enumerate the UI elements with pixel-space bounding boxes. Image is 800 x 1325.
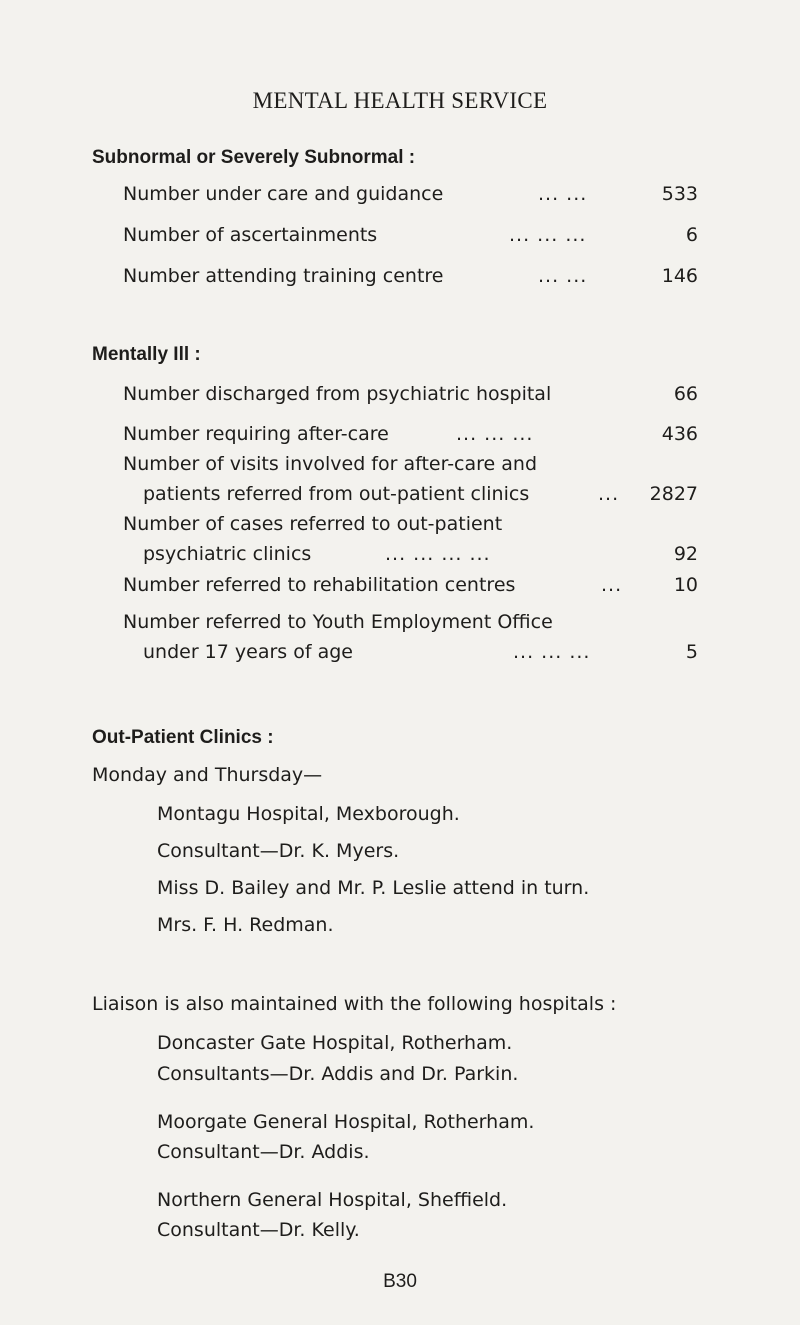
stat-value: 10 [673, 574, 698, 596]
leader-dots: ... ... ... [456, 423, 534, 445]
leader-dots: ... ... [538, 265, 588, 287]
stat-value: 6 [685, 224, 698, 246]
stat-label: Number referred to rehabilitation centres [123, 574, 516, 596]
stat-value: 66 [673, 383, 698, 405]
stat-label-continued: psychiatric clinics [143, 543, 312, 565]
stat-label: Number of ascertainments [123, 224, 378, 246]
liaison-consultant: Consultant—Dr. Addis. [157, 1141, 370, 1163]
stat-value: 5 [685, 641, 698, 663]
stat-label: Number under care and guidance [123, 183, 444, 205]
leader-dots: ... ... [538, 183, 588, 205]
liaison-intro: Liaison is also maintained with the following hospitals : [92, 993, 617, 1015]
outpatient-heading: Out-Patient Clinics : [92, 727, 274, 748]
page-title: MENTAL HEALTH SERVICE [252, 88, 548, 113]
stat-label: Number requiring after-care [123, 423, 389, 445]
stat-label: Number discharged from psychiatric hospital [123, 383, 552, 405]
stat-label-continued: under 17 years of age [143, 641, 353, 663]
clinic-staff-2: Mrs. F. H. Redman. [157, 914, 334, 936]
stat-label: Number attending training centre [123, 265, 444, 287]
stat-label-continued: patients referred from out-patient clinics [143, 483, 530, 505]
stat-value: 436 [661, 423, 698, 445]
leader-dots: ... ... ... [509, 224, 587, 246]
liaison-hospital: Doncaster Gate Hospital, Rotherham. [157, 1032, 513, 1054]
leader-dots: ... ... ... [513, 641, 591, 663]
clinic-consultant: Consultant—Dr. K. Myers. [157, 840, 400, 862]
liaison-consultant: Consultants—Dr. Addis and Dr. Parkin. [157, 1063, 519, 1085]
stat-value: 146 [661, 265, 698, 287]
liaison-hospital: Moorgate General Hospital, Rotherham. [157, 1111, 535, 1133]
stat-label: Number referred to Youth Employment Office [123, 611, 553, 633]
stat-value: 2827 [649, 483, 698, 505]
mentally-ill-heading: Mentally Ill : [92, 344, 201, 365]
clinic-days: Monday and Thursday— [92, 764, 323, 786]
liaison-hospital: Northern General Hospital, Sheffield. [157, 1189, 508, 1211]
clinic-hospital: Montagu Hospital, Mexborough. [157, 803, 460, 825]
leader-dots: ... [601, 574, 623, 596]
leader-dots: ... ... ... ... [385, 543, 491, 565]
liaison-consultant: Consultant—Dr. Kelly. [157, 1219, 360, 1241]
subnormal-heading: Subnormal or Severely Subnormal : [92, 147, 416, 168]
stat-value: 533 [661, 183, 698, 205]
leader-dots: ... [598, 483, 620, 505]
clinic-staff: Miss D. Bailey and Mr. P. Leslie attend in turn. [157, 877, 590, 899]
page-number: B30 [383, 1271, 417, 1292]
stat-value: 92 [673, 543, 698, 565]
stat-label: Number of visits involved for after-care and [123, 453, 538, 475]
stat-label: Number of cases referred to out-patient [123, 513, 503, 535]
